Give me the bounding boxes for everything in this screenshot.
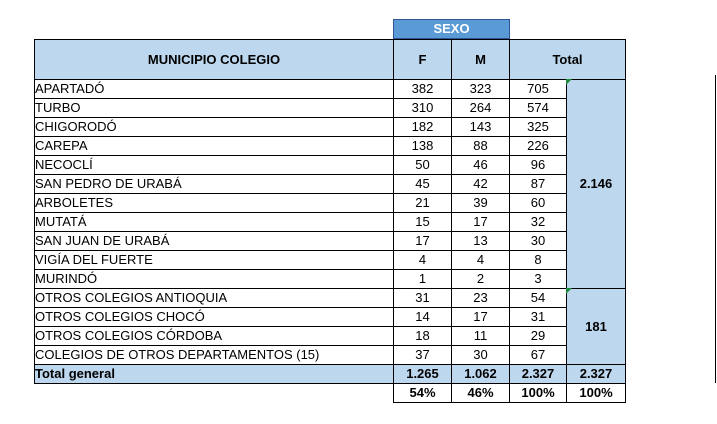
table-row xyxy=(35,270,626,289)
row-total[interactable]: 60 xyxy=(510,194,567,213)
row-name[interactable]: CAREPA xyxy=(35,137,394,156)
percent-m[interactable]: 46% xyxy=(452,384,510,403)
comment-indicator-icon xyxy=(566,288,572,294)
row-name[interactable]: ARBOLETES xyxy=(35,194,394,213)
table-row xyxy=(35,80,626,99)
row-m[interactable]: 39 xyxy=(452,194,510,213)
row-m[interactable]: 143 xyxy=(452,118,510,137)
row-m[interactable]: 264 xyxy=(452,99,510,118)
row-name[interactable]: OTROS COLEGIOS CHOCÓ xyxy=(35,308,394,327)
row-name[interactable]: TURBO xyxy=(35,99,394,118)
row-m[interactable]: 11 xyxy=(452,327,510,346)
table-row xyxy=(35,137,626,156)
table-row xyxy=(35,213,626,232)
percent-t[interactable]: 100% xyxy=(510,384,567,403)
m-header: M xyxy=(452,40,510,80)
municipio-colegio-table xyxy=(34,39,626,403)
row-total[interactable]: 67 xyxy=(510,346,567,365)
table-row xyxy=(35,232,626,251)
row-f[interactable]: 138 xyxy=(394,137,452,156)
row-name[interactable]: SAN PEDRO DE URABÁ xyxy=(35,175,394,194)
percent-t2[interactable]: 100% xyxy=(567,384,626,403)
table-row xyxy=(35,99,626,118)
row-m[interactable]: 17 xyxy=(452,213,510,232)
row-name[interactable]: VIGÍA DEL FUERTE xyxy=(35,251,394,270)
row-f[interactable]: 31 xyxy=(394,289,452,308)
row-m[interactable]: 88 xyxy=(452,137,510,156)
row-total[interactable]: 8 xyxy=(510,251,567,270)
row-total[interactable]: 226 xyxy=(510,137,567,156)
row-m[interactable]: 42 xyxy=(452,175,510,194)
total-general-row xyxy=(35,365,626,384)
row-f[interactable]: 45 xyxy=(394,175,452,194)
row-total[interactable]: 3 xyxy=(510,270,567,289)
row-f[interactable]: 4 xyxy=(394,251,452,270)
row-name[interactable]: MURINDÓ xyxy=(35,270,394,289)
table-row xyxy=(35,251,626,270)
total-t2[interactable]: 2.327 xyxy=(567,365,626,384)
row-m[interactable]: 23 xyxy=(452,289,510,308)
table-row xyxy=(35,194,626,213)
row-f[interactable]: 310 xyxy=(394,99,452,118)
row-total[interactable]: 29 xyxy=(510,327,567,346)
row-m[interactable]: 2 xyxy=(452,270,510,289)
header-row xyxy=(35,40,626,80)
percent-f[interactable]: 54% xyxy=(394,384,452,403)
row-f[interactable]: 182 xyxy=(394,118,452,137)
row-total[interactable]: 705 xyxy=(510,80,567,99)
row-m[interactable]: 323 xyxy=(452,80,510,99)
total-t[interactable]: 2.327 xyxy=(510,365,567,384)
percent-blank xyxy=(35,384,394,403)
row-f[interactable]: 37 xyxy=(394,346,452,365)
row-name[interactable]: COLEGIOS DE OTROS DEPARTAMENTOS (15) xyxy=(35,346,394,365)
row-f[interactable]: 14 xyxy=(394,308,452,327)
row-name[interactable]: MUTATÁ xyxy=(35,213,394,232)
table-row xyxy=(35,327,626,346)
row-total[interactable]: 54 xyxy=(510,289,567,308)
row-name[interactable]: OTROS COLEGIOS ANTIOQUIA xyxy=(35,289,394,308)
row-total[interactable]: 96 xyxy=(510,156,567,175)
row-total[interactable]: 31 xyxy=(510,308,567,327)
row-total[interactable]: 574 xyxy=(510,99,567,118)
table-row xyxy=(35,118,626,137)
row-m[interactable]: 30 xyxy=(452,346,510,365)
f-header: F xyxy=(394,40,452,80)
total-general-label[interactable]: Total general xyxy=(35,365,394,384)
row-f[interactable]: 382 xyxy=(394,80,452,99)
table-row xyxy=(35,156,626,175)
total-f[interactable]: 1.265 xyxy=(394,365,452,384)
row-total[interactable]: 325 xyxy=(510,118,567,137)
row-total[interactable]: 87 xyxy=(510,175,567,194)
row-f[interactable]: 1 xyxy=(394,270,452,289)
table-row xyxy=(35,346,626,365)
row-f[interactable]: 17 xyxy=(394,232,452,251)
table-row xyxy=(35,289,626,308)
row-f[interactable]: 21 xyxy=(394,194,452,213)
row-m[interactable]: 46 xyxy=(452,156,510,175)
row-name[interactable]: OTROS COLEGIOS CÓRDOBA xyxy=(35,327,394,346)
comment-indicator-icon xyxy=(566,79,572,85)
row-name[interactable]: APARTADÓ xyxy=(35,80,394,99)
row-m[interactable]: 4 xyxy=(452,251,510,270)
table-row xyxy=(35,175,626,194)
row-m[interactable]: 17 xyxy=(452,308,510,327)
table-row xyxy=(35,308,626,327)
row-f[interactable]: 50 xyxy=(394,156,452,175)
total-header: Total xyxy=(510,40,626,80)
uraba-group-total[interactable]: 2.146 xyxy=(567,80,626,289)
row-f[interactable]: 18 xyxy=(394,327,452,346)
row-name[interactable]: NECOCLÍ xyxy=(35,156,394,175)
municipio-header: MUNICIPIO COLEGIO xyxy=(35,40,394,80)
row-name[interactable]: SAN JUAN DE URABÁ xyxy=(35,232,394,251)
percent-row xyxy=(35,384,626,403)
row-f[interactable]: 15 xyxy=(394,213,452,232)
row-total[interactable]: 30 xyxy=(510,232,567,251)
row-total[interactable]: 32 xyxy=(510,213,567,232)
divider-line xyxy=(715,75,716,383)
total-m[interactable]: 1.062 xyxy=(452,365,510,384)
otros-group-total[interactable]: 181 xyxy=(567,289,626,365)
sexo-header: SEXO xyxy=(393,19,510,39)
row-name[interactable]: CHIGORODÓ xyxy=(35,118,394,137)
row-m[interactable]: 13 xyxy=(452,232,510,251)
